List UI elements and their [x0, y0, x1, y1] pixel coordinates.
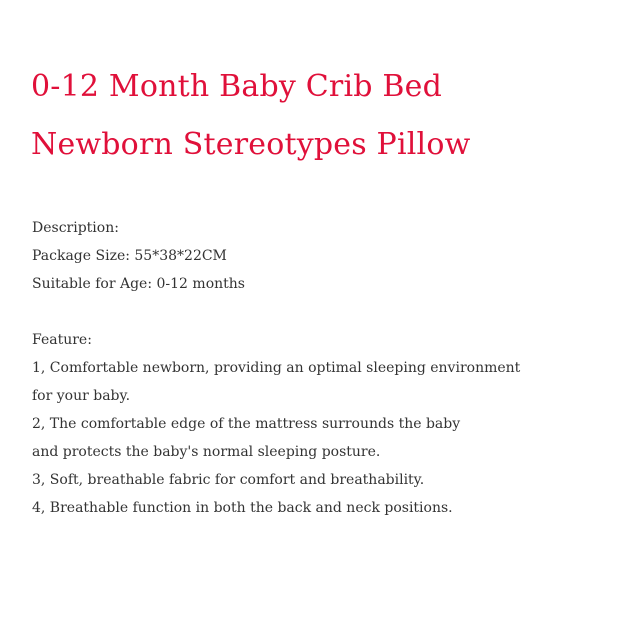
product-title-line-2: Newborn Stereotypes Pillow: [31, 127, 471, 162]
feature-heading: Feature:: [32, 332, 92, 348]
feature-line-3: 2, The comfortable edge of the mattress surrounds the baby: [32, 416, 461, 432]
package-size-text: Package Size: 55*38*22CM: [32, 248, 227, 264]
suitable-age-text: Suitable for Age: 0-12 months: [32, 276, 245, 292]
feature-line-4: and protects the baby's normal sleeping posture.: [32, 444, 381, 460]
feature-line-5: 3, Soft, breathable fabric for comfort and breathability.: [32, 472, 425, 488]
feature-line-1: 1, Comfortable newborn, providing an optimal sleeping environment: [32, 360, 521, 376]
product-title-line-1: 0-12 Month Baby Crib Bed: [31, 69, 443, 104]
description-heading: Description:: [32, 220, 119, 236]
feature-line-6: 4, Breathable function in both the back and neck positions.: [32, 500, 453, 516]
feature-line-2: for your baby.: [32, 388, 131, 404]
